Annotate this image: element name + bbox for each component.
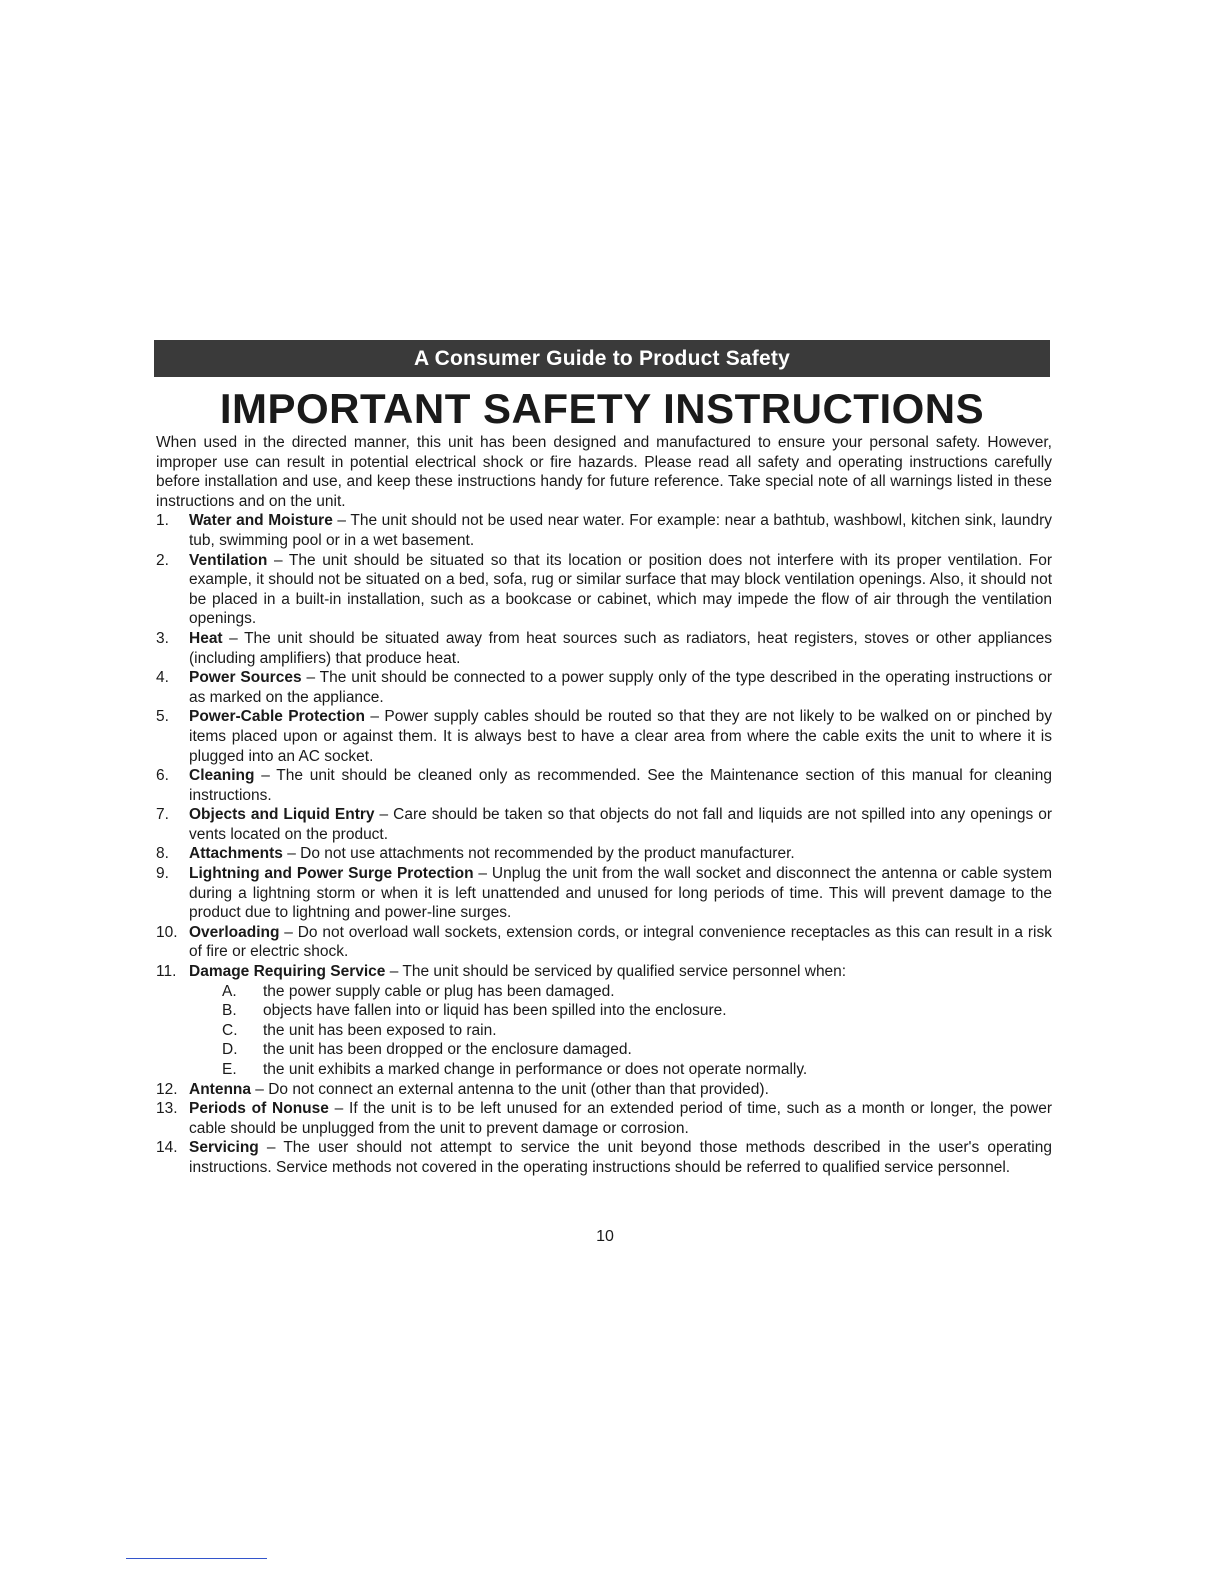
- list-item: [156, 962, 1052, 1080]
- item-number: 12.: [156, 1080, 178, 1098]
- item-term: Periods of Nonuse: [189, 1100, 329, 1118]
- item-term: Servicing: [189, 1139, 259, 1157]
- item-term: Power-Cable Protection: [189, 708, 365, 726]
- item-text: – Care should be taken so that objects do not fall and liquids are not spilled into any openings or vents located on the product.: [189, 806, 1052, 843]
- item-number: 11.: [156, 963, 177, 981]
- section-banner: [154, 340, 1050, 377]
- list-item: [156, 844, 1052, 864]
- item-text: – Do not use attachments not recommended by the product manufacturer.: [282, 845, 795, 863]
- item-text: – Do not overload wall sockets, extension cords, or integral convenience receptacles as this can result in a risk of fire or electric shock.: [189, 923, 1052, 961]
- list-item: [156, 629, 1052, 668]
- item-text: – The unit should not be used near water. For example: near a bathtub, washbowl, kitchen sink, laundry tub, swimming pool or in a wet basement.: [189, 512, 1053, 549]
- sub-item-text: the unit has been dropped or the enclosure damaged.: [263, 1041, 632, 1059]
- sub-list-item: [189, 1021, 1052, 1041]
- list-item: [156, 511, 1052, 550]
- document-body: [156, 433, 1052, 1178]
- item-number: 13.: [156, 1100, 178, 1118]
- item-text: – The unit should be situated away from heat sources such as radiators, heat registers, stoves or other appliances (including amplifiers) that produce heat.: [189, 629, 1052, 667]
- item-number: 2.: [156, 551, 169, 569]
- sub-list-item: [189, 982, 1052, 1002]
- sub-item-letter: C.: [222, 1021, 238, 1039]
- sub-item-text: the unit exhibits a marked change in performance or does not operate normally.: [263, 1061, 808, 1078]
- item-term: Ventilation: [189, 551, 268, 569]
- item-term: Antenna: [189, 1080, 251, 1098]
- sub-item-text: objects have fallen into or liquid has been spilled into the enclosure.: [263, 1002, 727, 1020]
- item-number: 5.: [156, 708, 169, 726]
- sub-list-item: [189, 1060, 1052, 1080]
- list-item: [156, 1099, 1052, 1138]
- safety-instruction-list: [156, 511, 1052, 1177]
- item-term: Overloading: [189, 923, 280, 941]
- item-term: Lightning and Power Surge Protection: [189, 865, 474, 883]
- list-item: [156, 707, 1052, 766]
- item-number: 1.: [156, 512, 169, 530]
- item-number: 6.: [156, 767, 169, 785]
- item-text: – If the unit is to be left unused for an extended period of time, such as a month or longer, the power cable should be unplugged from the unit to prevent damage or corrosion.: [189, 1100, 1052, 1137]
- item-term: Damage Requiring Service: [189, 963, 386, 981]
- list-item: [156, 551, 1052, 629]
- sub-item-letter: D.: [222, 1041, 238, 1059]
- item-text: – The unit should be connected to a power supply only of the type described in the operating instructions or as marked on the appliance.: [189, 669, 1052, 706]
- page-title: IMPORTANT SAFETY INSTRUCTIONS: [219, 385, 985, 432]
- list-item: [156, 766, 1052, 805]
- sub-item-text: the unit has been exposed to rain.: [263, 1021, 497, 1039]
- item-term: Heat: [189, 629, 223, 647]
- damage-conditions-list: [189, 982, 1052, 1080]
- item-text: – The unit should be cleaned only as recommended. See the Maintenance section of this manual for cleaning instructions.: [189, 767, 1052, 804]
- item-text: – The user should not attempt to service the unit beyond those methods described in the user's operating instructions. Service methods not covered in the operating instructions should be referred to qualified service personnel.: [189, 1139, 1052, 1176]
- item-number: 9.: [156, 865, 169, 883]
- banner-title: A Consumer Guide to Product Safety: [414, 346, 790, 370]
- item-text: – Power supply cables should be routed so that they are not likely to be walked on or pinched by items placed upon or against them. It is always best to have a clear area from where the cable exits the unit to where it is plugged into an AC socket.: [189, 708, 1052, 765]
- intro-paragraph: When used in the directed manner, this unit has been designed and manufactured to ensure your personal safety. However, improper use can result in potential electrical shock or fire hazards. Please read all safety and operating instructions carefully before installation and use, and keep these instructions handy for future reference. Take special note of all warnings listed in these instructions and on the unit.: [156, 434, 1052, 510]
- item-text: – The unit should be situated so that its location or position does not interfere with its proper ventilation. For example, it should not be situated on a bed, sofa, rug or similar surface that may block ventilation openings. Also, it should not be placed in a built-in installation, such as a bookcase or cabinet, which may impede the flow of air through the ventilation openings.: [189, 551, 1052, 628]
- sub-list-item: [189, 1040, 1052, 1060]
- item-text: – Unplug the unit from the wall socket and disconnect the antenna or cable system during a lightning storm or when it is left unattended and unused for long periods of time. This will prevent damage to the product due to lightning and power-line surges.: [189, 865, 1052, 922]
- item-number: 8.: [156, 845, 169, 863]
- item-text: – Do not connect an external antenna to the unit (other than that provided).: [251, 1080, 769, 1098]
- sub-item-text: the power supply cable or plug has been damaged.: [263, 982, 615, 1000]
- sub-item-letter: A.: [222, 982, 237, 1000]
- page-number: 10: [596, 1228, 614, 1245]
- list-item: [156, 668, 1052, 707]
- list-item: [156, 923, 1052, 962]
- list-item: [156, 1138, 1052, 1177]
- footer-rule: [126, 1558, 267, 1559]
- item-number: 7.: [156, 806, 169, 824]
- sub-list-item: [189, 1001, 1052, 1021]
- sub-item-letter: E.: [222, 1061, 237, 1078]
- list-item: [156, 864, 1052, 923]
- item-term: Attachments: [189, 845, 283, 863]
- item-term: Power Sources: [189, 669, 302, 687]
- item-number: 4.: [156, 669, 169, 687]
- item-term: Water and Moisture: [189, 512, 333, 530]
- item-term: Objects and Liquid Entry: [189, 806, 375, 824]
- list-item: [156, 805, 1052, 844]
- list-item: [156, 1080, 1052, 1100]
- item-number: 3.: [156, 629, 169, 647]
- sub-item-letter: B.: [222, 1002, 237, 1020]
- item-text: – The unit should be serviced by qualified service personnel when:: [385, 963, 847, 981]
- item-number: 14.: [156, 1139, 178, 1157]
- item-term: Cleaning: [189, 767, 255, 785]
- item-number: 10.: [156, 923, 178, 941]
